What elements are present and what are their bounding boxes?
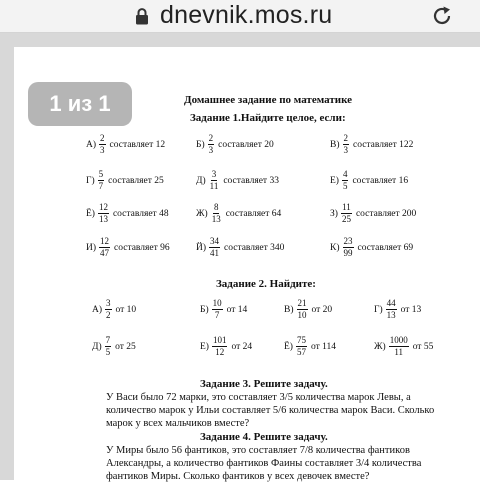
task2-item <box>284 336 336 357</box>
fraction-denominator: 47 <box>100 248 110 258</box>
fraction-numerator: 44 <box>386 298 396 308</box>
fraction <box>105 299 112 320</box>
item-text: составляет 122 <box>353 139 414 150</box>
task3-line: У Васи было 72 марки, это составляет 3/5 количества марок Левы, а <box>106 392 411 403</box>
fraction-denominator: 13 <box>98 214 108 224</box>
fraction-numerator: 4 <box>342 169 348 179</box>
item-label: Ё) <box>86 208 95 219</box>
item-label: В) <box>284 304 294 315</box>
task1-item <box>86 170 164 191</box>
fraction-numerator: 101 <box>212 335 227 345</box>
fraction-numerator: 3 <box>106 298 111 308</box>
item-text: от 13 <box>400 304 422 315</box>
fraction <box>105 336 112 357</box>
fraction <box>209 237 220 258</box>
fraction <box>342 170 349 191</box>
item-text: составляет 12 <box>109 139 166 150</box>
fraction-denominator: 5 <box>342 181 348 191</box>
fraction-denominator: 57 <box>296 347 306 357</box>
item-label: А) <box>92 304 103 315</box>
item-label: В) <box>330 139 340 150</box>
task2-item <box>284 299 332 320</box>
item-label: Ж) <box>196 208 208 219</box>
item-text: от 14 <box>226 304 248 315</box>
fraction-denominator: 3 <box>343 145 348 155</box>
item-text: составляет 25 <box>108 175 164 186</box>
task3-line: количество марок у Ильи составляет 5/6 количества марок Васи. Сколько <box>106 405 435 416</box>
fraction-numerator: 8 <box>213 202 219 212</box>
fraction-denominator: 13 <box>211 214 221 224</box>
task4-text <box>106 444 421 483</box>
item-label: Г) <box>86 175 95 186</box>
item-text: составляет 64 <box>225 208 282 219</box>
fraction <box>343 134 350 155</box>
item-text: от 10 <box>115 304 137 315</box>
fraction <box>212 336 228 357</box>
task4-line: У Миры было 56 фантиков, это составляет 7/8 количества фантиков <box>106 445 410 456</box>
fraction-numerator: 2 <box>208 133 214 143</box>
fraction-denominator: 7 <box>98 181 104 191</box>
task3-heading: Задание 3. Решите задачу. <box>200 378 328 390</box>
fraction-denominator: 7 <box>214 310 220 320</box>
item-label: Б) <box>200 304 209 315</box>
task2-item <box>92 336 136 357</box>
item-label: Ё) <box>284 341 293 352</box>
fraction-numerator: 75 <box>296 335 306 345</box>
fraction-denominator: 5 <box>105 347 111 357</box>
task4-heading: Задание 4. Решите задачу. <box>200 431 328 443</box>
task1-item <box>196 134 274 155</box>
item-label: Е) <box>330 175 339 186</box>
task1-item <box>330 203 416 224</box>
item-text: от 24 <box>231 341 253 352</box>
fraction <box>386 299 397 320</box>
fraction <box>208 134 215 155</box>
item-label: Д) <box>92 341 102 352</box>
task3-text <box>106 391 434 430</box>
fraction-numerator: 10 <box>212 298 222 308</box>
fraction-numerator: 3 <box>211 169 217 179</box>
item-text: составляет 340 <box>224 242 285 253</box>
fraction-numerator: 2 <box>100 133 105 143</box>
item-text: от 55 <box>412 341 434 352</box>
fraction-numerator: 11 <box>342 202 351 212</box>
task1-item <box>196 237 284 258</box>
task1-item <box>330 170 408 191</box>
task2-item <box>200 336 252 357</box>
fraction <box>211 203 222 224</box>
fraction <box>212 299 223 320</box>
task1-item <box>330 134 413 155</box>
fraction <box>98 203 109 224</box>
task1-item <box>86 203 169 224</box>
doc-title: Домашнее задание по математике <box>184 94 353 106</box>
page-indicator: 1 из 1 <box>28 82 132 126</box>
fraction <box>98 170 105 191</box>
fraction-denominator: 25 <box>341 214 351 224</box>
fraction-denominator: 99 <box>343 248 353 258</box>
fraction <box>209 170 220 191</box>
item-label: Д) <box>196 175 206 186</box>
fraction-numerator: 21 <box>297 298 307 308</box>
fraction-numerator: 7 <box>105 335 111 345</box>
task4-line: Александры, а количество фантиков Фаины составляет 3/4 количества <box>106 458 422 469</box>
item-text: составляет 69 <box>357 242 414 253</box>
task4-line: фантиков Миры. Сколько фантиков у всех девочек вместе? <box>106 471 370 482</box>
item-label: А) <box>86 139 97 150</box>
fraction-denominator: 10 <box>297 310 307 320</box>
item-text: составляет 16 <box>352 175 409 186</box>
fraction-numerator: 2 <box>343 133 348 143</box>
fraction <box>99 134 106 155</box>
task2-item <box>92 299 136 320</box>
item-label: Б) <box>196 139 205 150</box>
task1-item <box>196 170 279 191</box>
fraction <box>99 237 110 258</box>
fraction <box>389 336 409 357</box>
fraction-numerator: 23 <box>343 236 353 246</box>
task1-item <box>330 237 413 258</box>
task2-item <box>374 299 421 320</box>
fraction <box>341 203 352 224</box>
item-text: составляет 48 <box>112 208 169 219</box>
task2-item <box>374 336 433 357</box>
item-text: составляет 200 <box>355 208 417 219</box>
fraction-denominator: 3 <box>100 145 105 155</box>
fraction-denominator: 41 <box>210 248 220 258</box>
fraction-numerator: 12 <box>100 236 110 246</box>
item-text: составляет 33 <box>223 175 279 186</box>
fraction <box>296 336 307 357</box>
fraction <box>343 237 354 258</box>
fraction-numerator: 5 <box>98 169 104 179</box>
task1-item <box>196 203 281 224</box>
task2-item <box>200 299 247 320</box>
item-label: З) <box>330 208 338 219</box>
item-text: от 20 <box>311 304 333 315</box>
item-label: И) <box>86 242 97 253</box>
item-text: составляет 96 <box>114 242 170 253</box>
fraction-numerator: 34 <box>210 236 220 246</box>
fraction-denominator: 2 <box>106 310 111 320</box>
fraction-denominator: 12 <box>215 347 225 357</box>
item-label: Ж) <box>374 341 386 352</box>
task1-item <box>86 134 165 155</box>
task1-item <box>86 237 170 258</box>
fraction-denominator: 11 <box>394 347 404 357</box>
item-text: от 25 <box>115 341 136 352</box>
fraction-denominator: 13 <box>386 310 396 320</box>
fraction-numerator: 1000 <box>389 335 408 345</box>
url-text[interactable]: dnevnik.mos.ru <box>160 1 333 29</box>
fraction-denominator: 3 <box>208 145 214 155</box>
item-label: К) <box>330 242 340 253</box>
task1-heading: Задание 1.Найдите целое, если: <box>190 112 346 124</box>
item-text: от 114 <box>310 341 337 352</box>
fraction <box>297 299 308 320</box>
fraction-numerator: 12 <box>98 202 108 212</box>
item-label: Г) <box>374 304 383 315</box>
task3-line: марок у всех мальчиков вместе? <box>106 418 250 429</box>
task2-heading: Задание 2. Найдите: <box>216 278 316 290</box>
item-label: Е) <box>200 341 209 352</box>
item-label: Й) <box>196 242 207 253</box>
fraction-denominator: 11 <box>209 181 219 191</box>
item-text: составляет 20 <box>218 139 274 150</box>
